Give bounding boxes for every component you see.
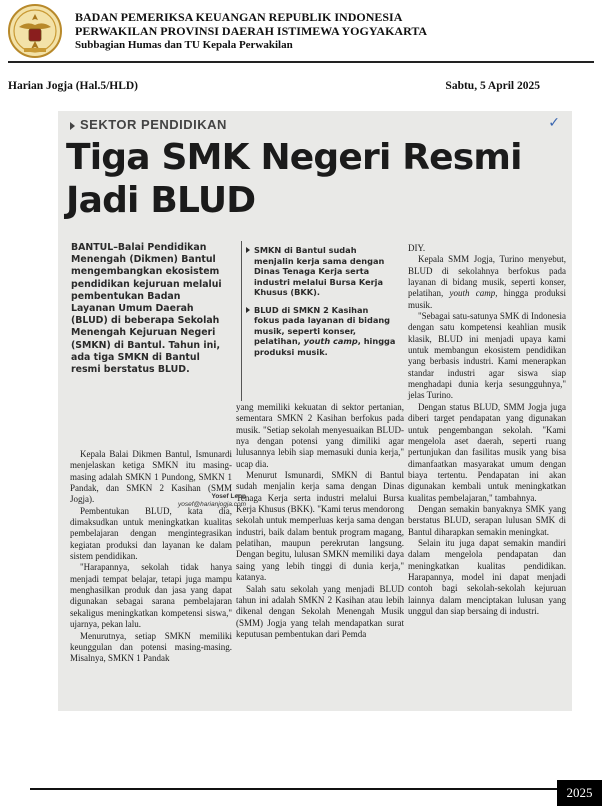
paragraph-text: , hingga produksi musik. — [408, 288, 566, 310]
lead-line: Menengah (Dikmen) Bantul — [71, 254, 216, 266]
page-number-badge: 2025 — [557, 780, 602, 806]
header-divider — [8, 61, 594, 63]
lead-line: pembentukan Badan — [71, 290, 181, 302]
lead-line: ada tiga SMKN di Bantul — [71, 351, 200, 363]
paragraph: Pembentukan BLUD, kata dia, dimaksudkan untuk meningkatkan kualitas pembelajaran dengan mengintegrasikan kegiatan produksi dan layanan ke dalam sistem pendidikan. — [70, 505, 232, 562]
article-column-1 — [70, 449, 232, 665]
paragraph: Dengan status BLUD, SMM Jogja juga diberi target pendapatan yang digunakan untuk pengembangan sekolah. "Kami mengelola aset daerah, seperti ruang pertunjukan dan fasilitas musik yang bisa dimanfaatkan masyarakat umum dengan biaya tertentu. Pendapatan ini akan digunakan kembali untuk meningkatkan kualitas pembelajaran," tambahnya. — [408, 401, 566, 503]
lead-line: mengembangkan ekosistem — [71, 266, 220, 278]
headline-line2: Jadi BLUD — [66, 180, 256, 221]
lead-line: resmi berstatus BLUD. — [71, 364, 190, 376]
paragraph: "Harapannya, sekolah tidak hanya menjadi tempat belajar, tetapi juga mampu menghasilkan produk dan jasa yang dapat digunakan sebagai sarana pembelajaran sekaligus meningkatkan kompetensi siswa," ujarnya, pekan lalu. — [70, 562, 232, 630]
byline-name: Yosef Leon — [211, 493, 247, 500]
checkmark-icon: ✓ — [548, 115, 560, 131]
lead-paragraph — [71, 242, 234, 376]
garuda-emblem-icon — [7, 3, 63, 59]
organization-name — [75, 10, 427, 52]
paragraph: "Sebagai satu-satunya SMK di Indonesia dengan satu kompetensi keahlian musik klasik, BLUD ini menjadi upaya kami untuk membangun ekosistem pendidikan yang berbasis industri. Kami menerapkan standar industri agar siswa siap menghadapi dunia kerja sesungguhnya," jelas Turino. — [408, 311, 566, 401]
newspaper-clipping — [58, 111, 572, 711]
highlights-box — [246, 245, 396, 364]
highlight-italic: youth camp — [303, 336, 358, 346]
paragraph-italic: youth camp — [449, 288, 496, 299]
lead-line: (BLUD) di beberapa Sekolah — [71, 315, 220, 327]
highlight-item — [246, 305, 396, 358]
date-label: Sabtu, 5 April 2025 — [445, 80, 540, 92]
byline-email: yosef@harianjogja.com — [178, 501, 247, 508]
headline-line1: Tiga SMK Negeri Resmi — [66, 137, 522, 178]
paragraph: yang memiliki kekuatan di sektor pertanian, sementara SMKN 2 Kasihan berfokus pada musik. "Setiap sekolah menyesuaikan BLUD-nya dengan potensi yang dimiliki agar lulusannya lebih siap memasuki dunia kerja," ucap dia. — [236, 402, 404, 469]
org-line1: BADAN PEMERIKSA KEUANGAN REPUBLIK INDONESIA — [75, 10, 403, 24]
highlight-item: SMKN di Bantul sudah menjalin kerja sama dengan Dinas Tenaga Kerja serta industri melalui Bursa Kerja Khusus (BKK). — [246, 245, 396, 298]
lead-line: Layanan Umum Daerah — [71, 303, 194, 315]
paragraph: Kepala Balai Dikmen Bantul, Ismunardi menjelaskan ketiga SMKN itu masing-masing adalah SMKN 1 Pundong, SMKN 1 Pandak, dan SMKN 2 Kasihan (SMM Jogja). — [70, 449, 232, 505]
paragraph: Salah satu sekolah yang menjadi BLUD tahun ini adalah SMKN 2 Kasihan atau lebih dikenal dengan Sekolah Menengah Musik (SMM) Jogja yang telah mendapatkan surat keputusan pembentukan dari Pemda — [236, 583, 404, 639]
paragraph-text: Kepala SMM Jogja, Turino menyebut, BLUD di sekolahnya berfokus pada layanan di bidang musik, seperti konser, pelatihan, — [408, 254, 566, 299]
org-line2: PERWAKILAN PROVINSI DAERAH ISTIMEWA YOGYAKARTA — [75, 24, 428, 38]
highlight-text: BLUD di SMKN 2 Kasihan fokus pada layanan di bidang musik, seperti konser, pelatihan, — [254, 304, 391, 346]
paragraph: Menurutnya, setiap SMKN memiliki keunggulan dan potensi masing-masing. Misalnya, SMKN 1 Pandak — [70, 630, 232, 664]
section-label — [70, 117, 227, 132]
paragraph: Selain itu juga dapat semakin mandiri dalam mengelola pendapatan dan meningkatkan kualitas pendidikan. Harapannya, model ini dapat menjadi contoh bagi sekolah-sekolah kejuruan lainnya dalam menciptakan lulusan yang unggul dan siap bersaing di industri. — [408, 537, 566, 616]
footer-divider — [30, 788, 558, 790]
highlight-text: , hingga produksi musik. — [254, 336, 396, 357]
paragraph — [408, 254, 566, 311]
article-column-2 — [236, 402, 404, 640]
lead-line: BANTUL–Balai Pendidikan — [71, 242, 207, 253]
column-divider — [241, 241, 242, 401]
section-arrow-icon — [70, 122, 75, 130]
paragraph: DIY. — [408, 243, 426, 253]
section-text: SEKTOR PENDIDIKAN — [80, 117, 227, 132]
org-line3: Subbagian Humas dan TU Kepala Perwakilan — [75, 39, 293, 51]
article-column-3 — [408, 243, 566, 617]
letterhead — [0, 0, 602, 68]
lead-line: pendidikan kejuruan melalui — [71, 278, 222, 290]
source-label: Harian Jogja (Hal.5/HLD) — [8, 80, 139, 92]
lead-line: Menengah Kejuruan Negeri — [71, 327, 216, 339]
lead-line: (SMKN) di Bantul. Tahun ini, — [71, 339, 221, 351]
paragraph: Menurut Ismunardi, SMKN di Bantul sudah menjalin kerja sama dengan Dinas Tenaga Kerja serta industri melalui Bursa Kerja Khusus (BKK). "Kami terus mendorong sekolah untuk memperluas kerja sama dengan industri, baik dalam bentuk program magang, pelatihan, maupun perekrutan langsung. Dengan begitu, lulusan SMKN memiliki daya saing yang lebih tinggi di dunia kerja," katanya. — [236, 470, 404, 583]
paragraph: Dengan semakin banyaknya SMK yang berstatus BLUD, serapan lulusan SMK di Bantul diharapkan semakin meningkat. — [408, 503, 566, 537]
headline — [66, 136, 522, 222]
